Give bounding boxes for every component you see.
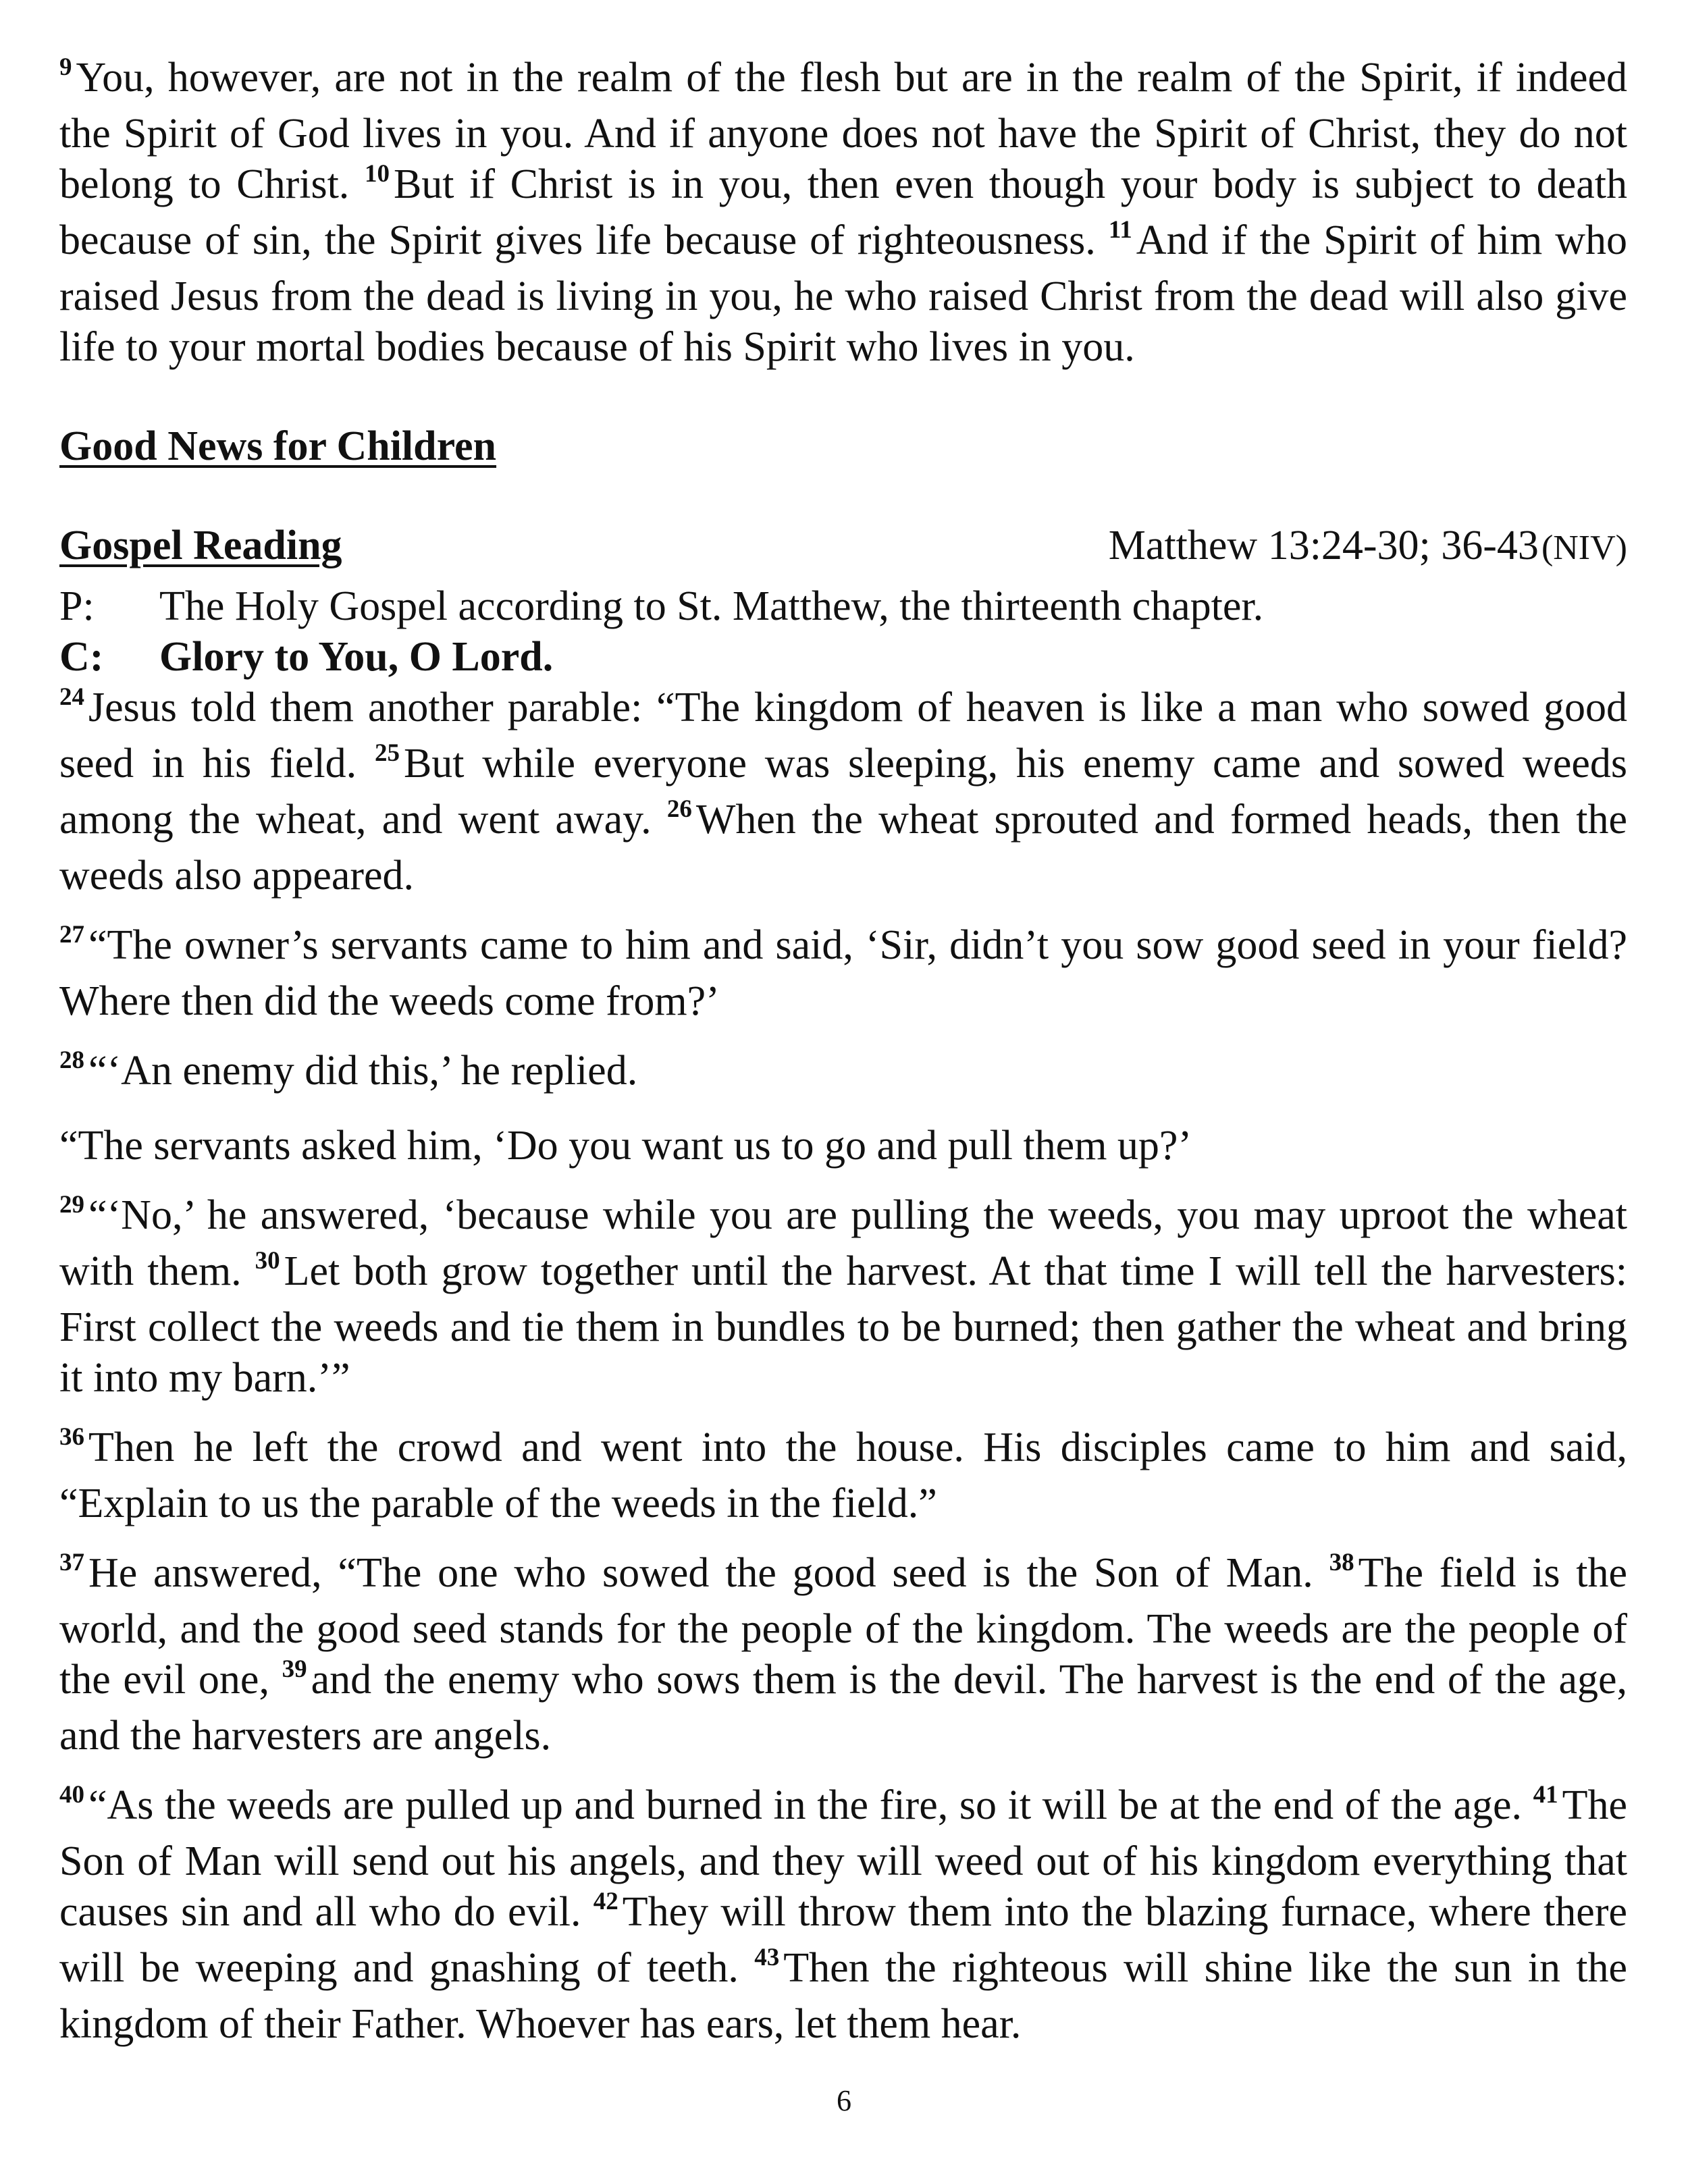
pastor-label: P: <box>59 583 95 629</box>
verse-number: 40 <box>59 1781 84 1809</box>
verse-text: “As the weeds are pulled up and burned in the fire, so it will be at the end of the age. <box>88 1782 1533 1828</box>
pastor-text: The Holy Gospel according to St. Matthew, the thirteenth chapter. <box>159 583 1264 629</box>
verse-text: When the wheat sprouted and formed heads, then the weeds also appeared. <box>59 797 1627 899</box>
verse-number: 11 <box>1108 216 1132 244</box>
document-page <box>59 53 1627 2050</box>
verse-number: 39 <box>282 1655 307 1683</box>
verse-number: 27 <box>59 921 84 949</box>
verse-text: But if Christ is in you, then even though your body is subject to death because of sin, the Spirit gives life because of righteousness. <box>59 161 1627 263</box>
verse-text: They will throw them into the blazing furnace, where there will be weeping and gnashing of teeth. <box>59 1889 1627 1991</box>
gospel-paragraph <box>59 1548 1627 1761</box>
verse-number: 36 <box>59 1423 84 1451</box>
verse-text: Let both grow together until the harvest. At that time I will tell the harvesters: First collect the weeds and tie them in bundles to be burned; then gather the wheat and bring it into my barn.’” <box>59 1248 1627 1401</box>
verse-text: Then he left the crowd and went into the house. His disciples came to him and said, “Explain to us the parable of the weeds in the field.” <box>59 1424 1627 1526</box>
verse-text: Then the righteous will shine like the sun in the kingdom of their Father. Whoever has ears, let them hear. <box>59 1945 1627 2047</box>
verse-text: “‘An enemy did this,’ he replied. <box>88 1048 638 1094</box>
gospel-heading-row <box>59 521 1627 581</box>
verse-text: “The owner’s servants came to him and said, ‘Sir, didn’t you sow good seed in your field? Where then did the weeds come from?’ <box>59 922 1627 1024</box>
verse-number: 41 <box>1533 1781 1558 1809</box>
verse-number: 42 <box>593 1888 618 1915</box>
verse-number: 37 <box>59 1549 84 1576</box>
verse-number: 43 <box>754 1944 780 1971</box>
verse-number: 26 <box>666 795 692 823</box>
pastor-line <box>59 581 1627 632</box>
scripture-citation <box>1109 521 1627 581</box>
intro-passage <box>59 53 1627 373</box>
verse-text: “‘No,’ he answered, ‘because while you are pulling the weeds, you may uproot the wheat with them. <box>59 1192 1627 1294</box>
verse-number: 30 <box>255 1247 280 1275</box>
gospel-paragraph <box>59 1780 1627 2050</box>
verse-number: 25 <box>374 739 400 767</box>
gospel-paragraph <box>59 920 1627 1027</box>
gospel-paragraph <box>59 1121 1627 1171</box>
gospel-paragraph <box>59 1046 1627 1102</box>
gospel-paragraph <box>59 1422 1627 1529</box>
verse-text: You, however, are not in the realm of the flesh but are in the realm of the Spirit, if indeed the Spirit of God lives in you. And if anyone does not have the Spirit of Christ, they do not belong to Christ. <box>59 55 1627 207</box>
citation-version: (NIV) <box>1541 529 1627 567</box>
gospel-paragraph <box>59 1190 1627 1404</box>
verse-text: He answered, “The one who sowed the good seed is the Son of Man. <box>88 1550 1329 1596</box>
verse-text: But while everyone was sleeping, his enemy came and sowed weeds among the wheat, and went away. <box>59 741 1627 843</box>
congregation-line <box>59 632 1627 683</box>
verse-number: 9 <box>59 53 72 81</box>
verse-text: The Son of Man will send out his angels, and they will weed out of his kingdom everything that causes sin and all who do evil. <box>59 1782 1627 1935</box>
verse-number: 28 <box>59 1046 84 1074</box>
verse-text: The field is the world, and the good seed stands for the people of the kingdom. The weeds are the people of the evil one, <box>59 1550 1627 1703</box>
verse-text: “The servants asked him, ‘Do you want us to go and pull them up?’ <box>59 1123 1192 1169</box>
verse-number: 10 <box>364 160 390 188</box>
verse-number: 29 <box>59 1191 84 1219</box>
verse-text: Jesus told them another parable: “The kingdom of heaven is like a man who sowed good seed in his field. <box>59 685 1627 787</box>
verse-number: 24 <box>59 683 84 711</box>
verse-text: and the enemy who sows them is the devil. The harvest is the end of the age, and the harvesters are angels. <box>59 1657 1628 1759</box>
congregation-label: C: <box>59 634 104 680</box>
verse-number: 38 <box>1329 1549 1354 1576</box>
gospel-heading: Gospel Reading <box>59 523 342 568</box>
verse-text: And if the Spirit of him who raised Jesus from the dead is living in you, he who raised Christ from the dead will also give life to your mortal bodies because of his Spirit who lives in you. <box>59 217 1627 370</box>
congregation-text: Glory to You, O Lord. <box>159 634 554 680</box>
gospel-paragraph <box>59 683 1627 901</box>
good-news-heading: Good News for Children <box>59 423 497 469</box>
page-number: 6 <box>837 2084 851 2117</box>
citation-reference: Matthew 13:24-30; 36-43 <box>1108 523 1539 568</box>
